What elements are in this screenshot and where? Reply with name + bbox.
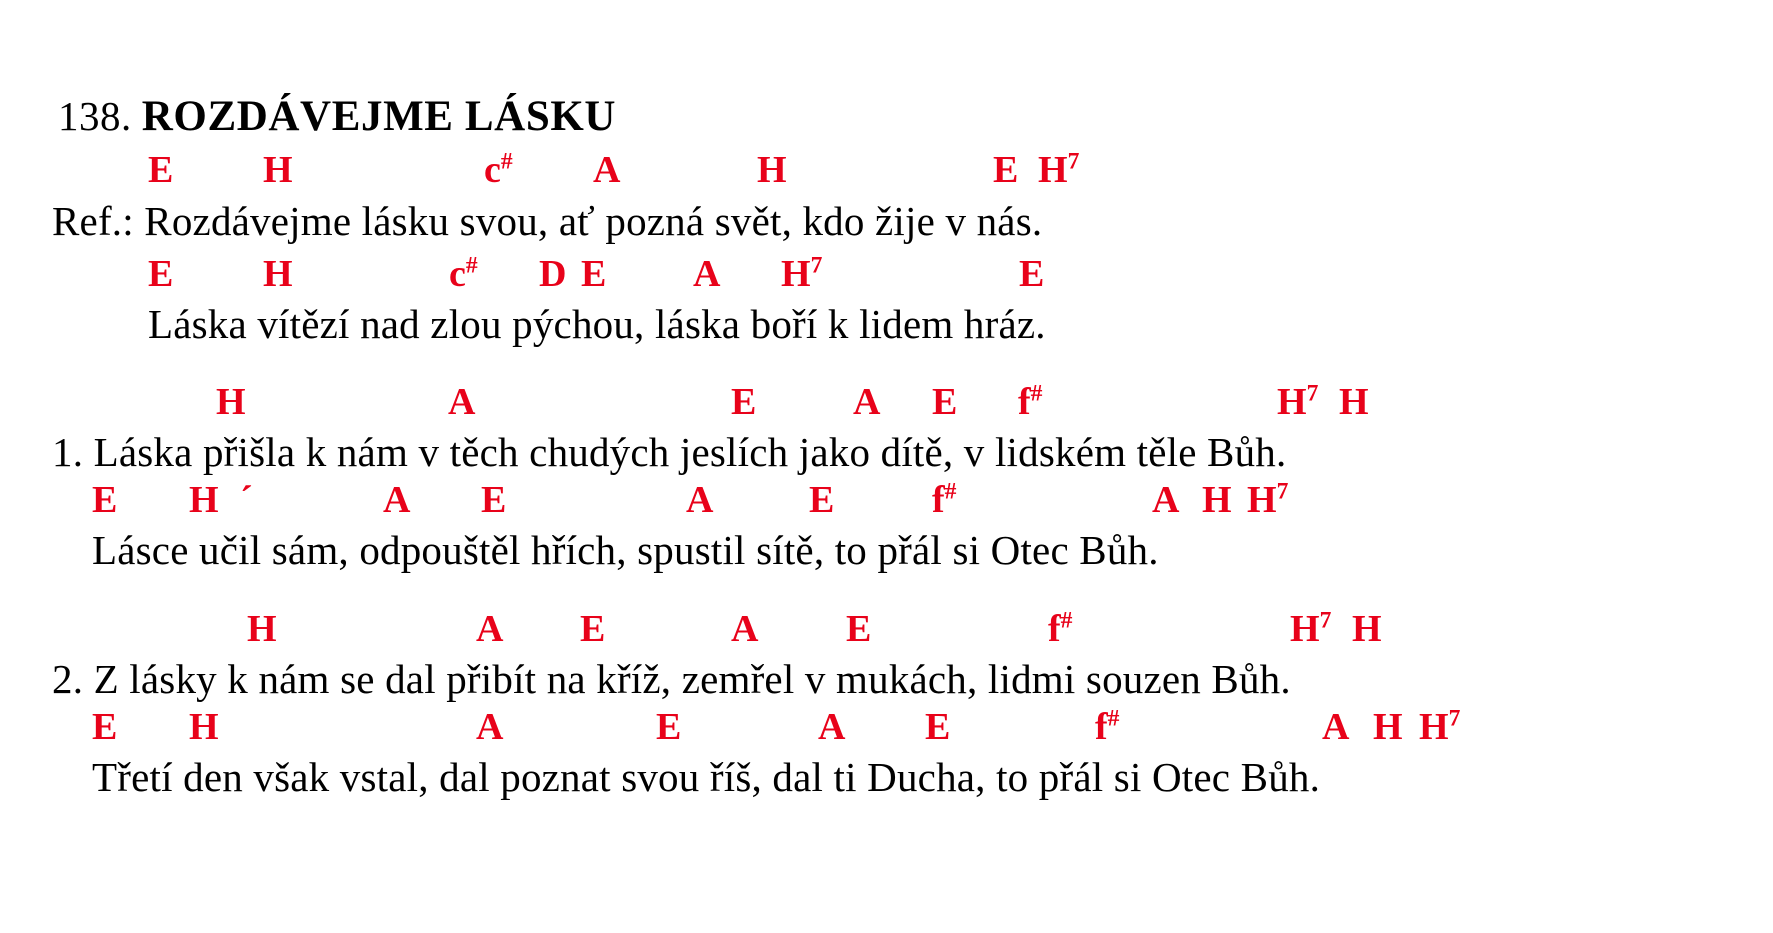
song-title: ROZDÁVEJME LÁSKU [141, 93, 617, 140]
chord: H [1352, 608, 1382, 650]
chord: $H^7$ [1277, 380, 1319, 423]
chord: A [686, 479, 714, 521]
chord: E [993, 149, 1019, 191]
chord: E [656, 706, 682, 748]
chord: A [818, 706, 846, 748]
chord: $H^7$ [1247, 478, 1289, 521]
verse-number: 1. [52, 429, 84, 475]
lyric-text: Třetí den však vstal, dal poznat svou říš, dal ti Ducha, to přál si Otec Bůh. [92, 754, 1321, 800]
chord: A [383, 479, 411, 521]
song-number: 138. [58, 93, 132, 139]
verse1-line2 [92, 526, 1159, 574]
page-title [58, 92, 616, 141]
chord: f# [932, 478, 957, 521]
chord: A [731, 608, 759, 650]
chord: A [1322, 706, 1350, 748]
refrain-label: Ref.: [52, 198, 134, 244]
chord: f# [1018, 380, 1043, 423]
chord: E [932, 381, 958, 423]
verse1-line1 [52, 428, 1286, 476]
refrain-line1-chords [0, 148, 1773, 194]
lyric-text: Láska přišla k nám v těch chudých jeslích jako dítě, v lidském těle Bůh. [93, 429, 1287, 475]
chord: H [1339, 381, 1369, 423]
chord: E [580, 608, 606, 650]
chord: E [1019, 253, 1045, 295]
chord: ´ [240, 479, 253, 521]
chord: H [189, 479, 219, 521]
chord: f# [1095, 705, 1120, 748]
chord: A [1152, 479, 1180, 521]
verse2-line2 [92, 753, 1320, 801]
lyric-text: Z lásky k nám se dal přibít na kříž, zemřel v mukách, lidmi souzen Bůh. [93, 656, 1291, 702]
chord: f# [1048, 607, 1073, 650]
chord: E [809, 479, 835, 521]
chord: E [925, 706, 951, 748]
chord: H [216, 381, 246, 423]
chord: A [693, 253, 721, 295]
chord: E [846, 608, 872, 650]
chord: H [263, 253, 293, 295]
chord: c# [449, 252, 478, 295]
lyric-text: Lásce učil sám, odpouštěl hřích, spustil sítě, to přál si Otec Bůh. [92, 527, 1159, 573]
chord: H [263, 149, 293, 191]
verse1-line1-chords [0, 380, 1773, 426]
chord: E [148, 253, 174, 295]
chord: H [189, 706, 219, 748]
chord: E [92, 706, 118, 748]
refrain-line2 [148, 300, 1046, 348]
verse2-line1-chords [0, 607, 1773, 653]
chord: E [92, 479, 118, 521]
chord: D [539, 253, 567, 295]
chord: $H^7$ [1419, 705, 1461, 748]
chord: E [148, 149, 174, 191]
chord: A [476, 706, 504, 748]
chord: $H^7$ [1290, 607, 1332, 650]
chord: E [731, 381, 757, 423]
verse2-line2-chords [0, 705, 1773, 751]
verse1-line2-chords [0, 478, 1773, 524]
chord: A [448, 381, 476, 423]
refrain-line2-chords [0, 252, 1773, 298]
chord: H [757, 149, 787, 191]
chord: c# [484, 148, 513, 191]
verse-number: 2. [52, 656, 84, 702]
chord: H [1373, 706, 1403, 748]
chord: H [247, 608, 277, 650]
chord: H [1202, 479, 1232, 521]
chord: E [581, 253, 607, 295]
chord: $H^7$ [781, 252, 823, 295]
lyric-text: Láska vítězí nad zlou pýchou, láska boří k lidem hráz. [148, 301, 1046, 347]
refrain-line1 [52, 197, 1042, 245]
chord: A [476, 608, 504, 650]
chord: $H^7$ [1038, 148, 1080, 191]
chord: A [853, 381, 881, 423]
verse2-line1 [52, 655, 1291, 703]
lyric-text: Rozdávejme lásku svou, ať pozná svět, kdo žije v nás. [144, 198, 1043, 244]
chord: E [481, 479, 507, 521]
chord: A [593, 149, 621, 191]
